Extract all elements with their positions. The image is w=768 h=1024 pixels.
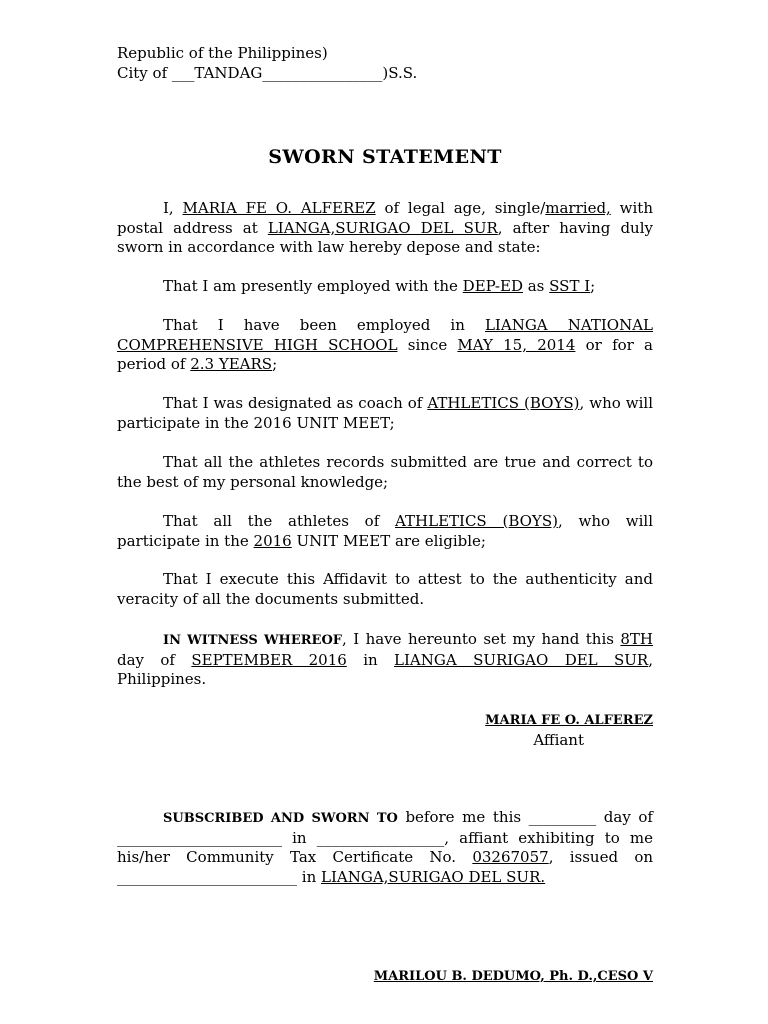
paragraph-employment: That I am presently employed with the DEP-ED as SST I; [163,277,596,295]
paragraph-service: That I have been employed in LIANGA NATIONAL COMPREHENSIVE HIGH SCHOOL since MAY 15, 2014 or for a period of 2.3 YEARS; [117,316,653,374]
ctc-place: LIANGA,SURIGAO DEL SUR. [321,867,546,886]
paragraph-coach: That I was designated as coach of ATHLETICS (BOYS), who will participate in the 2016 UNIT MEET; [117,394,653,432]
paragraph-eligibility: That all the athletes of ATHLETICS (BOYS), who will participate in the 2016 UNIT MEET are eligible; [117,512,653,550]
paragraph-affidavit: That I execute this Affidavit to attest to the authenticity and veracity of all the documents submitted. [117,570,653,608]
republic-line: Republic of the Philippines) [117,44,328,62]
affiant-signature-name: MARIA FE O. ALFEREZ [485,713,653,728]
subscribed-lead: SUBSCRIBED AND SWORN TO [163,811,398,826]
paragraph-records: That all the athletes records submitted are true and correct to the best of my personal knowledge; [117,453,653,491]
paragraph-identity: I, MARIA FE O. ALFEREZ of legal age, single/married, with postal address at LIANGA,SURIGAO DEL SUR, after having duly sworn in accordance with law hereby depose and state: [117,199,653,257]
affiant-label: Affiant [533,730,584,749]
paragraph-witness: IN WITNESS WHEREOF, I have hereunto set my hand this 8TH day of SEPTEMBER 2016 in LIANGA SURIGAO DEL SUR, Philippines. [117,630,654,689]
document-title: SWORN STATEMENT [268,146,502,168]
city-line: City of ___TANDAG________________)S.S. [117,63,418,82]
postal-address: LIANGA,SURIGAO DEL SUR [267,218,498,237]
witness-day: 8TH [620,630,654,648]
witness-place: LIANGA SURIGAO DEL SUR [394,650,649,669]
affiant-signature-block [117,711,653,750]
sport-event: ATHLETICS (BOYS) [395,512,558,530]
school-name: LIANGA NATIONAL COMPREHENSIVE HIGH SCHOOL [117,316,653,354]
position: SST I [549,277,591,295]
witness-month: SEPTEMBER 2016 [191,650,347,669]
witness-lead: IN WITNESS WHEREOF [163,633,343,648]
sport-event: ATHLETICS (BOYS) [427,394,580,412]
service-period: 2.3 YEARS [190,355,273,374]
civil-status: married, [545,199,611,217]
venue-header [117,44,653,83]
employer: DEP-ED [462,277,523,295]
administering-officer-name: MARILOU B. DEDUMO, Ph. D.,CESO V [373,969,653,984]
city-name: TANDAG [194,63,263,82]
paragraph-subscribed: SUBSCRIBED AND SWORN TO before me this _________ day of ______________________ in _________________, affiant exhibiting to me his/her Community Tax Certificate No. 03267057, issued on ________________________ in LIANGA,SURIGAO DEL SUR. [117,808,654,886]
affiant-name: MARIA FE O. ALFEREZ [182,199,376,217]
ctc-number: 03267057 [472,848,549,867]
employment-date: MAY 15, 2014 [457,335,576,354]
meet-year: 2016 [253,531,292,550]
